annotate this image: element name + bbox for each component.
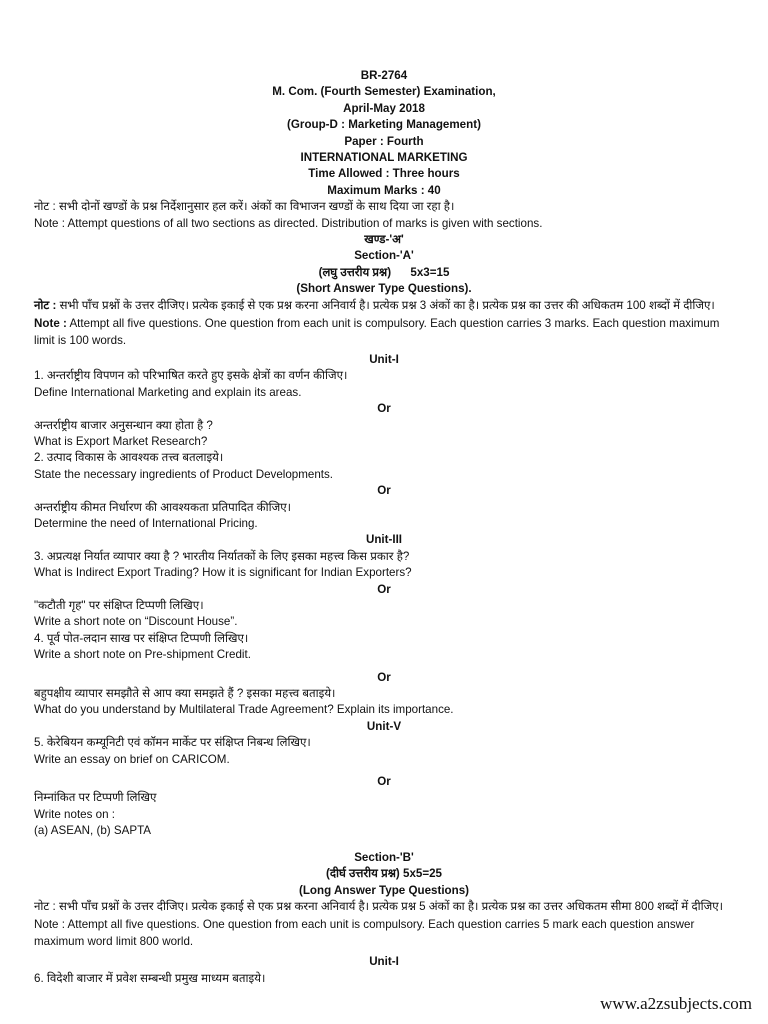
section-b-title: Section-'B' [354, 850, 414, 864]
question-line: Define International Marketing and explain its areas. [34, 385, 302, 399]
unit-or-heading: Or [377, 484, 391, 498]
unit-or-heading: Unit-III [365, 533, 403, 547]
question-line: What do you understand by Multilateral Trade Agreement? Explain its importance. [34, 703, 454, 717]
header-line: M. Com. (Fourth Semester) Examination, [272, 85, 496, 99]
section-a-note-hindi [34, 298, 734, 314]
note-text-english: Attempt all five questions. One question from each unit is compulsory. Each question carries 3 marks. Each question maximum limit is 100 words. [34, 317, 720, 347]
header-line: Maximum Marks : 40 [327, 183, 441, 197]
question-line: निम्नांकित पर टिप्पणी लिखिए [34, 791, 157, 805]
section-b-note-english: Note : Attempt all five questions. One question from each unit is compulsory. Each question carries 5 mark each question answer maximum word limit 800 world. [34, 918, 695, 948]
question-line: 5. केरेबियन कम्यूनिटी एवं कॉमन मार्केट पर संक्षिप्त निबन्ध लिखिए। [34, 736, 311, 750]
exam-paper [34, 68, 734, 987]
section-a-note-english [34, 316, 734, 349]
section-a-type-english: (Short Answer Type Questions). [296, 282, 472, 296]
question-line: State the necessary ingredients of Product Developments. [34, 467, 334, 481]
question-line: Write notes on : [34, 807, 115, 821]
question-list [34, 352, 734, 840]
unit-or-heading: Or [377, 582, 391, 596]
website-footer[interactable]: www.a2zsubjects.com [600, 994, 752, 1013]
paper-header [34, 68, 734, 199]
section-b-unit: Unit-I [369, 955, 399, 969]
unit-or-heading: Or [377, 402, 391, 416]
header-line: April-May 2018 [343, 101, 425, 115]
general-note-english: Note : Attempt questions of all two sections as directed. Distribution of marks is given with sections. [34, 216, 543, 230]
question-line: 2. उत्पाद विकास के आवश्यक तत्त्व बतलाइये। [34, 451, 224, 465]
question-line: अन्तर्राष्ट्रीय बाजार अनुसन्धान क्या होता है ? [34, 418, 213, 432]
note-label-hindi: नोट : [34, 298, 57, 312]
header-line: Time Allowed : Three hours [308, 167, 460, 181]
note-label-english: Note : [34, 317, 67, 331]
header-line: (Group-D : Marketing Management) [287, 118, 481, 132]
section-a-type-hindi: (लघु उत्तरीय प्रश्न) 5x3=15 [318, 265, 450, 279]
header-line: BR-2764 [360, 69, 408, 82]
section-a-title: Section-'A' [354, 249, 414, 263]
unit-or-heading: Unit-I [369, 352, 399, 366]
unit-or-heading: Unit-V [366, 719, 402, 733]
question-line: What is Indirect Export Trading? How it is significant for Indian Exporters? [34, 566, 412, 580]
question-line: बहुपक्षीय व्यापार समझौते से आप क्या समझते हैं ? इसका महत्त्व बताइये। [34, 687, 336, 701]
section-b-type-hindi: (दीर्घ उत्तरीय प्रश्न) 5x5=25 [325, 867, 443, 881]
question-line: 3. अप्रत्यक्ष निर्यात व्यापार क्या है ? भारतीय निर्यातकों के लिए इसका महत्त्व किस प्रकार है? [34, 549, 410, 563]
question-line: अन्तर्राष्ट्रीय कीमत निर्धारण की आवश्यकता प्रतिपादित कीजिए। [34, 500, 291, 514]
question-line: 1. अन्तर्राष्ट्रीय विपणन को परिभाषित करते हुए इसके क्षेत्रों का वर्णन कीजिए। [34, 369, 348, 383]
note-text-hindi: सभी पाँच प्रश्नों के उत्तर दीजिए। प्रत्येक इकाई से एक प्रश्न करना अनिवार्य है। प्रत्येक प्रश्न 3 अंकों का है। प्रत्येक प्रश्न का उत्तर की अधिकतम 100 शब्दों में दीजिए। [56, 298, 715, 312]
question-line: Determine the need of International Pricing. [34, 516, 258, 530]
header-line: Paper : Fourth [344, 134, 424, 148]
question-line: Write a short note on “Discount House”. [34, 615, 238, 629]
question-line: 4. पूर्व पोत-लदान साख पर संक्षिप्त टिप्पणी लिखिए। [34, 631, 249, 645]
unit-or-heading: Or [377, 670, 391, 684]
unit-or-heading: Or [377, 775, 391, 789]
section-a-khand: खण्ड-'अ' [364, 233, 404, 247]
question-line: Write an essay on brief on CARICOM. [34, 752, 230, 766]
question-line: (a) ASEAN, (b) SAPTA [34, 824, 152, 838]
question-line: What is Export Market Research? [34, 434, 208, 448]
question-6: 6. विदेशी बाजार में प्रवेश सम्बन्धी प्रमुख माध्यम बताइये। [34, 971, 266, 985]
header-line: INTERNATIONAL MARKETING [300, 151, 468, 165]
general-note-hindi: नोट : सभी दोनों खण्डों के प्रश्न निर्देशानुसार हल करें। अंकों का विभाजन खण्डों के साथ दिया जा रहा है। [34, 200, 455, 214]
question-line: Write a short note on Pre-shipment Credit. [34, 648, 251, 662]
question-line: "कटौती गृह" पर संक्षिप्त टिप्पणी लिखिए। [34, 599, 204, 612]
section-b-note-hindi: नोट : सभी पाँच प्रश्नों के उत्तर दीजिए। प्रत्येक इकाई से एक प्रश्न करना अनिवार्य है। प्रत्येक प्रश्न 5 अंकों का है। प्रत्येक प्रश्न का उत्तर अधिकतम सीमा 800 शब्दों में दीजिए। [34, 899, 724, 913]
section-b-type-english: (Long Answer Type Questions) [298, 883, 470, 897]
